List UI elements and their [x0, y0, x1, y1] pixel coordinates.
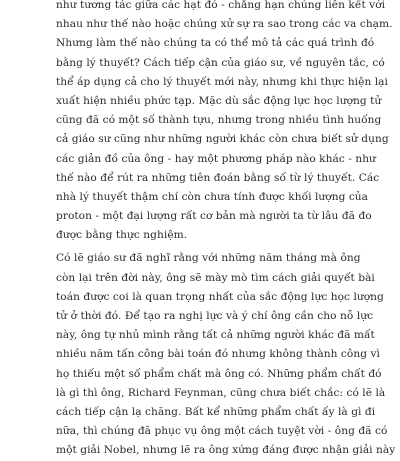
text-line: nữa, thì chúng đã phục vụ ông một cách tuyệt vời - ông đã có	[56, 425, 388, 438]
text-line: được bằng thực nghiệm.	[56, 229, 188, 242]
text-line: như tương tác giữa các hạt đó - chẳng hạn chúng liên kết với	[56, 0, 386, 11]
text-line: cũng đã có một số thành tựu, nhưng trong nhiều tình huống	[56, 114, 382, 127]
text-line: thế nào để rút ra những tiên đoán bằng số từ lý thuyết. Các	[56, 171, 380, 184]
text-line: bằng lý thuyết? Cách tiếp cận của giáo sư, về nguyên tắc, có	[56, 56, 385, 69]
text-line: xuất hiện nhiều phức tạp. Mặc dù sắc động lực học lượng tử	[56, 94, 382, 107]
text-line: tử ở thời đó. Để tạo ra nghị lực và ý chí ông cần cho nỗ lực	[56, 310, 374, 322]
text-line: này, ông tự nhủ mình rằng tất cả những người khác đã mất	[56, 329, 375, 342]
text-line: là gì thì ông, Richard Feynman, cũng chưa biết chắc: có lẽ là	[56, 386, 386, 399]
text-line: Nhưng làm thế nào chúng ta có thể mô tả các quá trình đó	[56, 37, 375, 50]
text-line: proton - một đại lượng rất cơ bản mà người ta từ lâu đã đo	[56, 210, 372, 223]
text-line: cả giáo sư cũng như những người khác còn chưa biết sử dụng	[56, 133, 389, 146]
body-text	[56, 0, 396, 461]
paragraph-2	[56, 249, 396, 460]
text-line: một giải Nobel, nhưng lẽ ra ông xứng đáng được nhận giải này	[56, 444, 396, 457]
text-line: họ thiếu một số phẩm chất mà ông có. Những phẩm chất đó	[56, 367, 382, 380]
text-line: cách tiếp cận lạ chăng. Bất kể những phẩm chất ấy là gì đi	[56, 405, 376, 418]
text-line: các giản đồ của ông - hay một phương pháp nào khác - như	[56, 152, 376, 165]
paragraph-1	[56, 0, 393, 245]
text-line: nhau như thế nào hoặc chúng xử sự ra sao trong các va chạm.	[56, 18, 393, 31]
text-line: nhiều năm tấn công bài toán đó nhưng không thành công vì	[56, 348, 380, 361]
text-line: còn lại trên đời này, ông sẽ mày mò tìm cách giải quyết bài	[56, 271, 375, 284]
text-line: nhà lý thuyết thậm chí còn chưa tính được khối lượng của	[56, 190, 369, 203]
text-line: toán được coi là quan trọng nhất của sắc động lực học lượng	[56, 290, 384, 303]
text-line: Có lẽ giáo sư đã nghĩ rằng với những năm tháng mà ông	[56, 252, 361, 265]
text-line: thể áp dụng cả cho lý thuyết mới này, nhưng khi thực hiện lại	[56, 75, 388, 88]
